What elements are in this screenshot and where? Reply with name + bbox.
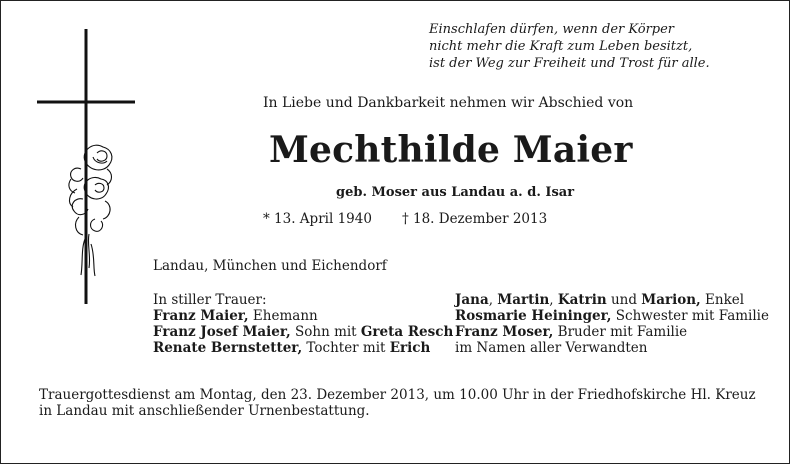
grandchild-name: Katrin: [557, 292, 607, 308]
grandchild-name: Martin: [497, 292, 550, 308]
mourner-partner: Erich: [389, 340, 431, 356]
mourner-name: Renate Bernstetter,: [153, 340, 303, 356]
service-notice: [39, 387, 756, 419]
mourner-relation: Schwester mit Familie: [611, 308, 769, 324]
separator: ,: [549, 292, 558, 308]
mourners-left-column: [153, 292, 453, 356]
grandchild-name: Jana: [455, 292, 489, 308]
poem-line: nicht mehr die Kraft zum Leben besitzt,: [429, 39, 693, 54]
grandchild-name: Marion,: [641, 292, 701, 308]
separator: ,: [488, 292, 498, 308]
mourner-relation: Tochter mit: [302, 340, 390, 356]
poem: [429, 21, 749, 72]
poem-line: ist der Weg zur Freiheit und Trost für alle.: [429, 56, 710, 71]
poem-line: Einschlafen dürfen, wenn der Körper: [429, 22, 675, 37]
service-line: Trauergottesdienst am Montag, den 23. Dezember 2013, um 10.00 Uhr in der Friedhofskirche Hl. Kreuz: [39, 387, 756, 403]
mourner-partner: Greta Resch: [360, 324, 454, 340]
mourner-line: [153, 340, 453, 356]
mourner-line: [455, 292, 769, 308]
intro-text: In Liebe und Dankbarkeit nehmen wir Abschied von: [263, 95, 634, 111]
life-dates: [263, 211, 547, 227]
mourner-line: im Namen aller Verwandten: [455, 340, 648, 356]
places-text: Landau, München und Eichendorf: [153, 258, 387, 274]
mourners-header: In stiller Trauer:: [153, 292, 267, 308]
conjunction: und: [606, 292, 642, 308]
service-line: in Landau mit anschließender Urnenbestattung.: [39, 403, 370, 419]
mourner-line: [455, 308, 769, 324]
mourner-line: [153, 324, 453, 340]
mourner-name: Franz Maier,: [153, 308, 249, 324]
birth-date: * 13. April 1940: [263, 211, 372, 227]
mourner-relation: Enkel: [700, 292, 745, 308]
mourner-line: [153, 308, 453, 324]
mourner-relation: Bruder mit Familie: [553, 324, 688, 340]
maiden-name-note: geb. Moser aus Landau a. d. Isar: [336, 185, 575, 200]
cross-with-roses-icon: [31, 29, 141, 304]
mourner-relation: Ehemann: [248, 308, 318, 324]
mourner-name: Rosmarie Heininger,: [455, 308, 612, 324]
death-date: † 18. Dezember 2013: [401, 211, 548, 227]
mourners-right-column: [455, 292, 769, 356]
mourner-name: Franz Moser,: [455, 324, 554, 340]
mourner-line: [455, 324, 769, 340]
mourner-relation: Sohn mit: [290, 324, 361, 340]
mourner-name: Franz Josef Maier,: [153, 324, 291, 340]
deceased-name: Mechthilde Maier: [269, 129, 633, 171]
